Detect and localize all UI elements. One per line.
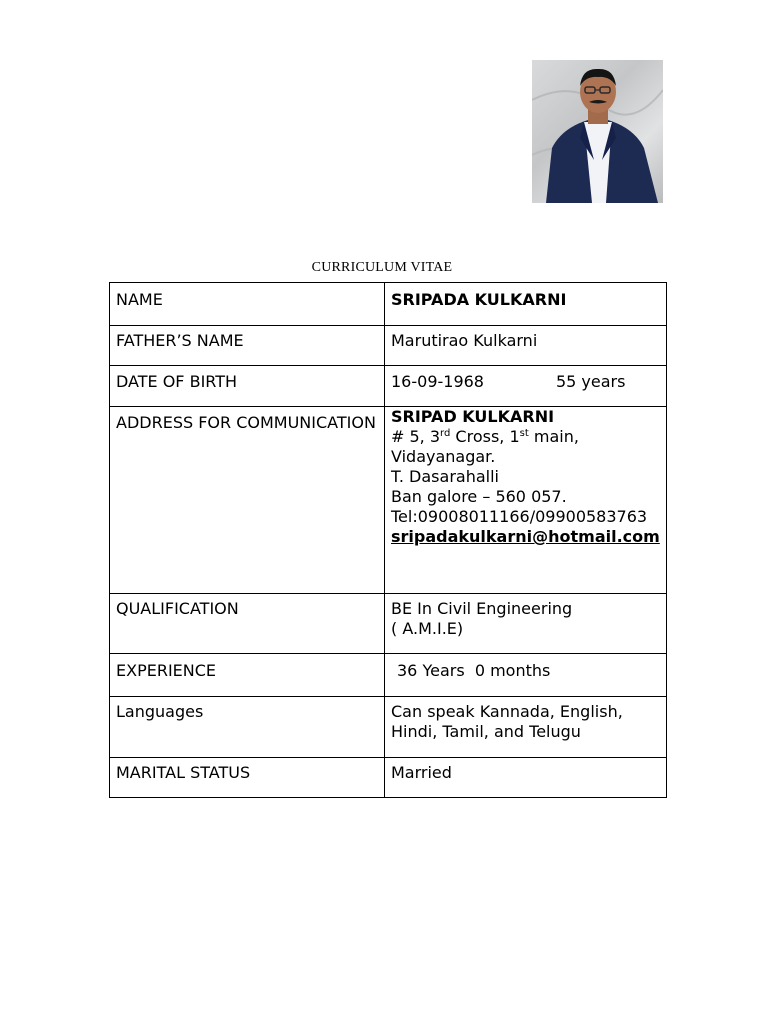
value-qualification — [385, 594, 667, 654]
value-date-of-birth — [385, 366, 667, 407]
experience-text: 36 Years 0 months — [397, 661, 551, 680]
value-address — [385, 407, 667, 594]
person-photo-icon — [532, 60, 663, 203]
table-row-dob — [110, 366, 667, 407]
cv-table — [109, 282, 667, 798]
table-row-address — [110, 407, 667, 594]
label-name: NAME — [110, 283, 385, 326]
qualification-membership: ( A.M.I.E) — [391, 619, 464, 638]
label-date-of-birth: DATE OF BIRTH — [110, 366, 385, 407]
label-father-name: FATHER’S NAME — [110, 326, 385, 366]
address-name: SRIPAD KULKARNI — [391, 407, 555, 426]
dob-date: 16-09-1968 — [391, 372, 484, 391]
value-name: SRIPADA KULKARNI — [385, 283, 667, 326]
table-row-qualification — [110, 594, 667, 654]
value-marital-status: Married — [385, 758, 667, 798]
value-father-name: Marutirao Kulkarni — [385, 326, 667, 366]
value-experience — [385, 654, 667, 697]
table-row-name — [110, 283, 667, 326]
table-row-father — [110, 326, 667, 366]
address-line-3: T. Dasarahalli — [391, 467, 499, 486]
dob-age: 55 years — [555, 372, 626, 391]
address-line-4: Ban galore – 560 057. — [391, 487, 567, 506]
address-phone: Tel:09008011166/09900583763 — [391, 507, 648, 526]
address-email-link[interactable]: sripadakulkarni@hotmail.com — [391, 527, 660, 546]
label-languages: Languages — [110, 697, 385, 758]
label-qualification: QUALIFICATION — [110, 594, 385, 654]
value-languages: Can speak Kannada, English, Hindi, Tamil, and Telugu — [385, 697, 667, 758]
table-row-experience — [110, 654, 667, 697]
label-address: ADDRESS FOR COMMUNICATION — [110, 407, 385, 594]
address-line-2: Vidayanagar. — [391, 447, 496, 466]
address-line-1: # 5, 3rd Cross, 1st main, — [391, 427, 579, 446]
label-experience: EXPERIENCE — [110, 654, 385, 697]
document-title: CURRICULUM VITAE — [311, 260, 453, 275]
label-marital-status: MARITAL STATUS — [110, 758, 385, 798]
profile-photo — [532, 60, 663, 203]
table-row-languages — [110, 697, 667, 758]
qualification-degree: BE In Civil Engineering — [391, 599, 573, 618]
table-row-marital-status — [110, 758, 667, 798]
